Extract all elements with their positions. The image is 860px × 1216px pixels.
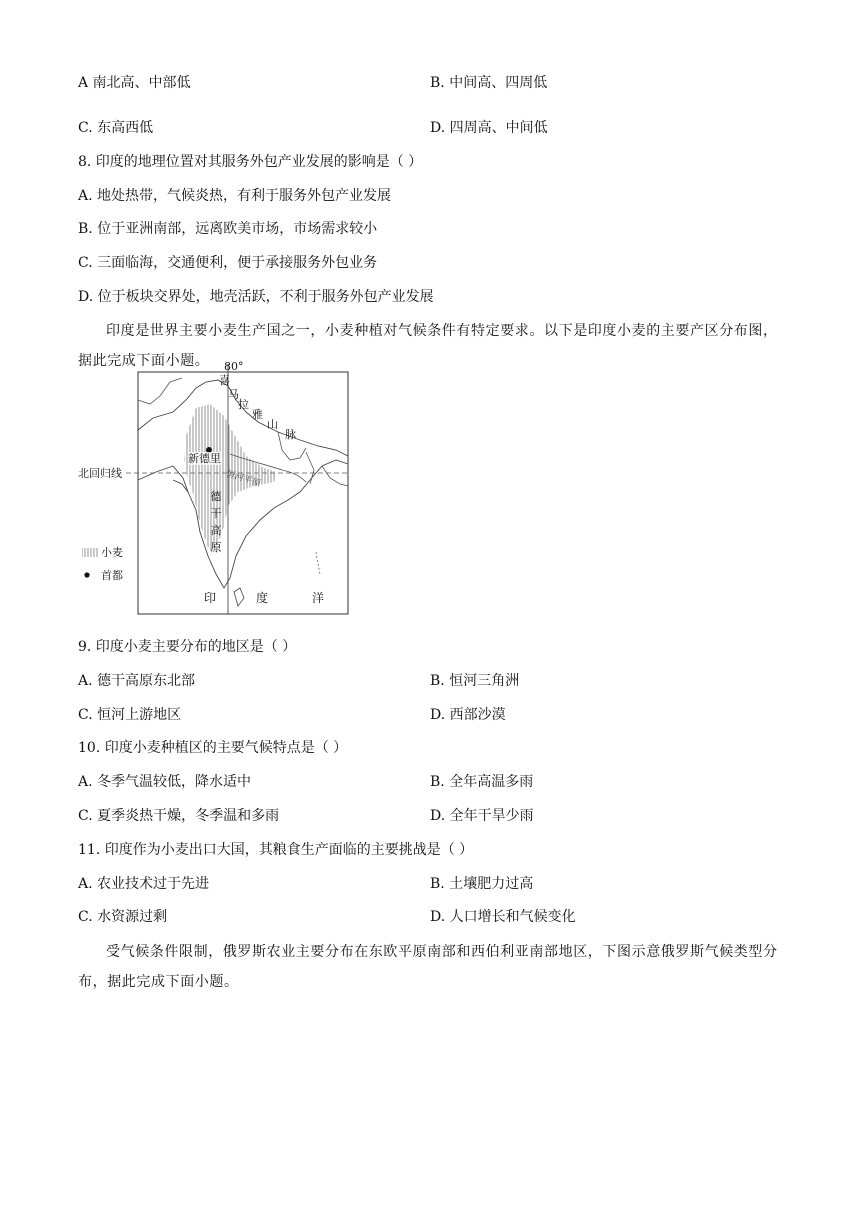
q7-option-b: B. 中间高、四周低 [430,75,548,91]
deccan-label: 德干高原 [210,490,222,554]
q8-stem: 8. 印度的地理位置对其服务外包产业发展的影响是（ ） [78,154,423,170]
q8-option-b: B. 位于亚洲南部，远离欧美市场，市场需求较小 [78,221,378,237]
q10-stem: 10. 印度小麦种植区的主要气候特点是（ ） [78,740,348,756]
india-intro: 印度是世界主要小麦生产国之一，小麦种植对气候条件有特定要求。以下是印度小麦的主要产区分布图，据此完成下面小题。 [78,323,778,369]
himalaya-char-1: 喜 [219,374,230,387]
q9-option-c: C. 恒河上游地区 [78,707,182,723]
q10-option-c: C. 夏季炎热干燥，冬季温和多雨 [78,808,280,824]
ocean-char-1: 印 [204,591,217,605]
q8-option-c: C. 三面临海，交通便利，便于承接服务外包业务 [78,255,378,271]
q11-stem: 11. 印度作为小麦出口大国，其粮食生产面临的主要挑战是（ ） [78,842,474,858]
himalaya-char-5: 山 [267,418,278,431]
longitude-label: 80° [224,360,244,373]
q11-option-a: A. 农业技术过于先进 [78,876,210,892]
legend-wheat-swatch [82,548,98,557]
himalaya-char-3: 拉 [238,398,249,411]
sri-lanka [234,588,244,606]
russia-intro: 受气候条件限制，俄罗斯农业主要分布在东欧平原南部和西伯利亚南部地区，下图示意俄罗斯气候类型分布，据此完成下面小题。 [78,944,778,990]
ocean-char-3: 洋 [312,591,325,605]
q8-option-d: D. 位于板块交界处，地壳活跃，不利于服务外包产业发展 [78,289,434,305]
india-wheat-map [78,360,350,618]
q10-option-d: D. 全年干旱少雨 [430,808,534,824]
q7-option-a: A 南北高、中部低 [78,75,191,91]
q9-option-b: B. 恒河三角洲 [430,673,520,689]
q7-option-c: C. 东高西低 [78,120,154,136]
q9-option-d: D. 西部沙漠 [430,707,506,723]
ganges-label: 恒河平原 [224,468,262,490]
himalaya-char-6: 脉 [285,428,296,441]
capital-label: 新德里 [188,452,221,465]
himalaya-char-2: 马 [228,388,239,401]
q7-option-d: D. 四周高、中间低 [430,120,548,136]
ocean-char-2: 度 [256,591,269,605]
q10-option-b: B. 全年高温多雨 [430,774,534,790]
tropic-label: 北回归线 [78,467,122,480]
legend-wheat-label: 小麦 [101,546,123,559]
legend-capital-dot [84,572,89,577]
himalaya-char-4: 雅 [252,408,263,421]
q11-option-d: D. 人口增长和气候变化 [430,909,576,925]
legend-capital-label: 首都 [101,569,123,582]
q9-option-a: A. 德干高原东北部 [78,673,196,689]
q9-stem: 9. 印度小麦主要分布的地区是（ ） [78,639,297,655]
q11-option-b: B. 土壤肥力过高 [430,876,534,892]
q8-option-a: A. 地处热带，气候炎热，有利于服务外包产业发展 [78,188,392,204]
q11-option-c: C. 水资源过剩 [78,909,168,925]
q10-option-a: A. 冬季气温较低，降水适中 [78,774,252,790]
northern-border [138,380,348,456]
